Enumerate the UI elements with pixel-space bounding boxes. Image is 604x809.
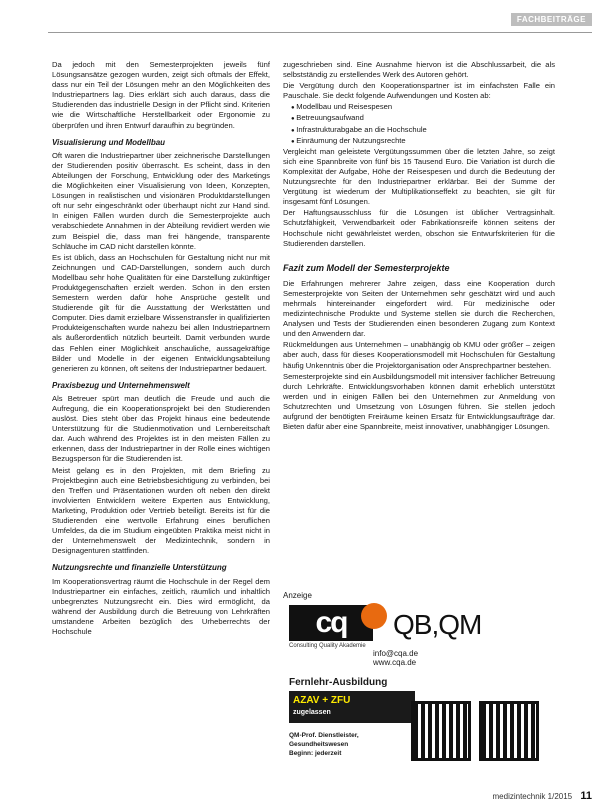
logo-text: cq <box>315 606 347 639</box>
ad-box <box>283 603 555 779</box>
section-heading: Fazit zum Modell der Semesterprojekte <box>283 262 450 273</box>
email[interactable]: info@cqa.de <box>373 649 419 658</box>
ad-details <box>289 731 407 758</box>
logo-dot-icon <box>361 603 387 629</box>
list-item: ● Infrastrukturabgabe an die Hochschule <box>291 125 555 136</box>
paragraph: Vergleicht man geleistete Vergütungssummen über die letzten Jahre, so zeigt sich eine Spannbreite von fünf bis 15 Tausend Euro. Die Variation ist durch die Komplexität der Aufgabe, Höhe der Reisespesen und durch die Bedeutung der Nutzungsrechte für den Industriepartner erklärbar. Bei der Summe der Vergütung ist wiederum der Multiplikationseffekt zu beachten, sie gilt für insgesamt fünf Lösungen. <box>283 146 555 207</box>
paragraph: Semesterprojekte sind ein Ausbildungsmodell mit intensiver fachlicher Betreuung durch Lehrkräfte. Entwicklungsvorhaben können damit erheblich unterstützt werden und in einigen Fällen bei den Unternehmen zur Anmeldung von Schutzrechten und Umsetzung von Lösungen führen. Sie stellen jedoch aufgrund der benötigten Freiräume keinen Ersatz für Entwicklungsaufträge dar. Bieten dafür aber eine Spannbreite, meist innovativer, unabhängiger Lösungen. <box>283 371 555 432</box>
detail-line: QM-Prof. Dienstleister, <box>289 732 359 739</box>
paragraph: Der Haftungsausschluss für die Lösungen ist üblicher Vertragsinhalt. Schutzfähigkeit, Verwendbarkeit oder Fabrikationsreife können seitens der Hochschule nicht gewährleistet werden, obschon sie Entwurfskriterien für die Studierenden darstellen. <box>283 208 555 248</box>
band-text: AZAV + ZFU <box>293 695 351 706</box>
detail-line: Beginn: jederzeit <box>289 750 342 757</box>
paragraph: Meist gelang es in den Projekten, mit dem Briefing zu Projektbeginn auch eine Betriebsbesichtigung zu verbinden, bei den Treffen und Präsentationen wurden oft neben den direkt involvierten Entwicklern weitere Experten aus Entwicklung, Marketing, Produktion oder Vertrieb beteiligt. Bereits ist für die Studierenden eine wertvolle Erfahrung eines beruflichen Umfeldes, da die im Studium eingeübten Praktika meist nicht in der Unternehmenswelt der Medizintechnik, sondern in Designagenturen stattfinden. <box>52 465 270 556</box>
right-column <box>283 60 555 433</box>
paragraph: Im Kooperationsvertrag räumt die Hochschule in der Regel dem Industriepartner ein einfaches, zeitlich, räumlich und inhaltlich unbegrenztes Nutzungsrecht ein. Dies wird ermöglicht, da während der Ausbildung durch die Betreuung von Lehrkräften umstandene Arbeiten bezüglich des Urheberrechts der Hochschule <box>52 576 270 636</box>
left-column <box>52 60 270 638</box>
paragraph: Die Vergütung durch den Kooperationspartner ist im einfachsten Falle ein Pauschale. Sie deckt folgende Aufwendungen und Kosten ab: <box>283 81 555 101</box>
ad-band <box>289 691 415 723</box>
paragraph: Da jedoch mit den Semesterprojekten jeweils fünf Lösungsansätze gezogen wurden, zeigt sich oftmals der Effekt, dass nur ein Teil der Lösungen mehr an den Möglichkeiten des Industriepartners lag. Dies erklärt sich auch daraus, dass die Studierenden das industrielle Design in der Pflicht sind. Kriterien wie die Wirtschaftliche Herstellbarkeit oder Ergonomie zu überprüfen und ihren Entwurf daraufhin zu begründen. <box>52 60 270 130</box>
qr-code-icon <box>479 701 539 761</box>
cost-list <box>283 102 555 146</box>
paragraph: Oft waren die Industriepartner über zeichnerische Darstellungen der Studierenden positiv überrascht. Es scheint, dass in den Abteilungen der Forschung, Entwicklung oder des Marketings die Möglichkeiten einer Visualisierung von Ideen, Konzepten, Lösungen in realistischen und visionären Produktdarstellungen oft nur sehr eingeschränkt oder überhaupt nicht zur Hand sind. In einigen Fällen wurden durch die Semesterprojekte auch verabschiedete Annahmen in der Abteilung revidiert werden wie zum Beispiel die, dass man frei hängende, transparente Schläuche im CAD nicht darstellen könnte. <box>52 150 270 251</box>
paragraph: zugeschrieben sind. Eine Ausnahme hiervon ist die Abschlussarbeit, die als selbstständig zu erstellendes Werk des Autoren gehört. <box>283 60 555 80</box>
paragraph: Es ist üblich, dass an Hochschulen für Gestaltung nicht nur mit Zeichnungen und CAD-Darstellungen, sondern auch durch Modellbau sehr hohe Qualitäten für eine Darstellung zukünftiger Produktgegenschaften erzielt werden. Schon in den ersten Semestern werden dafür hohe Ansprüche gestellt und Studierende gilt für die Ausstattung der Werkstätten und Computer. Dies damit erzielbare Wissenstransfer in qualifizierten Produkteigenschaften wurde nahezu bei allen Industriepartnern als äußerordentlich nützlich beurteilt. Damit verbunden wurde das Fehlen einer Möglichkeit anschauliche, aussagekräftige Bilder und Modelle in der eigenen Entwicklungsabteilung generieren zu können, oft seitens der Industriepartner bedauert. <box>52 252 270 373</box>
ad-title: Fernlehr-Ausbildung <box>289 677 388 688</box>
band-sub: zugelassen <box>293 709 331 716</box>
list-item: ● Modellbau und Reisespesen <box>291 102 555 113</box>
paragraph: Rückmeldungen aus Unternehmen – unabhängig ob KMU oder größer – zeigen aber auch, dass für dieses Kooperationsmodell mit Hochschulen für Gestaltung häufig Unkenntnis über die Projektorganisation oder Ansprechpartner bestehen. <box>283 340 555 370</box>
paragraph: Die Erfahrungen mehrerer Jahre zeigen, dass eine Kooperation durch Semesterprojekte von Seiten der Unternehmen sehr geschätzt wird und auch mehrmals hintereinander eingefordert wird. Für medizinische oder medizintechnische Produkte und Systeme stellen sie durch die Recherchen, Analysen und Tests der Studierenden einen besonderen Zugang zum Kontext und den Anwendern dar. <box>283 278 555 339</box>
list-item: ● Betreuungsaufwand <box>291 113 555 124</box>
page-number: 11 <box>580 790 592 802</box>
header-rule <box>48 32 592 33</box>
journal-name: medizintechnik 1/2015 <box>492 792 573 801</box>
list-item: ● Einräumung der Nutzungsrechte <box>291 136 555 147</box>
ad-label: Anzeige <box>283 591 312 600</box>
subheading: Visualisierung und Modellbau <box>52 137 166 147</box>
advertisement <box>283 591 555 776</box>
page-footer <box>493 790 592 802</box>
website[interactable]: www.cqa.de <box>373 658 417 667</box>
subheading: Praxisbezug und Unternehmenswelt <box>52 380 190 390</box>
subheading: Nutzungsrechte und finanzielle Unterstützung <box>52 563 227 573</box>
cqa-logo <box>289 605 373 641</box>
section-tag: FACHBEITRÄGE <box>511 13 592 26</box>
contact <box>373 649 418 667</box>
paragraph: Als Betreuer spürt man deutlich die Freude und auch die Aufregung, die ein Kooperationsprojekt bei den Studierenden auslöst. Dies steht über das Projekt hinaus eine bedeutende Unterstützung für die Studienmotivation und Lernbereitschaft dar. Auch während des Projektes ist in den meisten Fällen zu erkennen, dass der Industriepartner in der Rolle eines wichtigen Bezugsperson für die Studierenden ist. <box>52 393 270 464</box>
qr-code-icon <box>411 701 471 761</box>
detail-line: Gesundheitswesen <box>289 741 349 748</box>
logo-subtitle: Consulting Quality Akademie <box>289 643 366 649</box>
brand-right: QB,QM <box>393 609 482 640</box>
